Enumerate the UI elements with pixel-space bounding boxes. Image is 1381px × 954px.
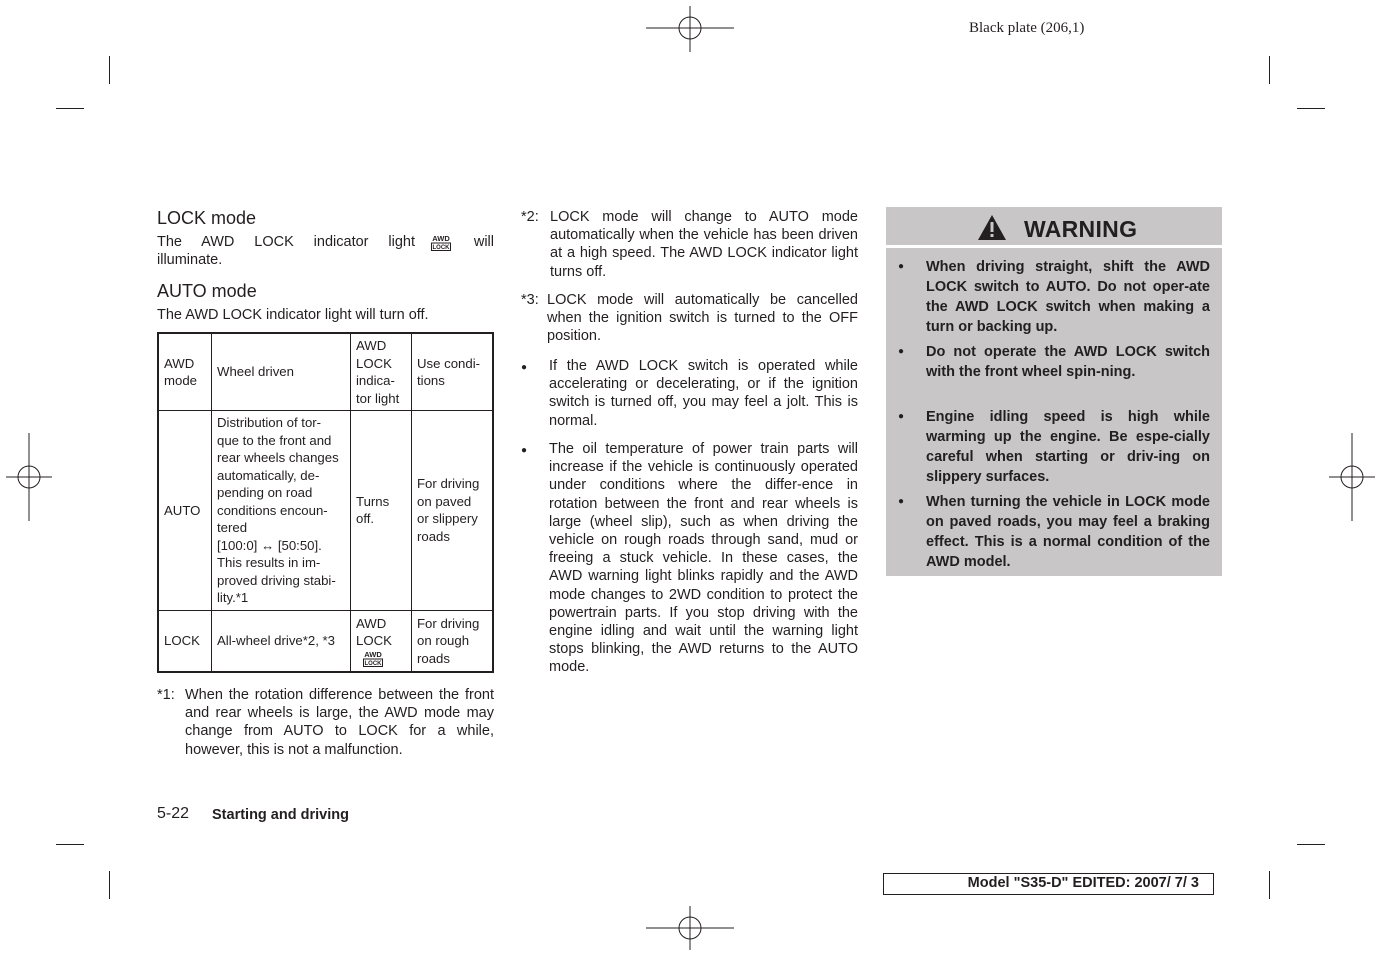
footnote-3-mark: *3: — [521, 292, 539, 308]
warning-box — [886, 207, 1222, 576]
table-cell-indicator-text: AWD LOCK — [356, 615, 392, 648]
auto-mode-heading: AUTO mode — [157, 281, 257, 301]
warning-title: WARNING — [1024, 216, 1138, 242]
footnote-2-mark: *2: — [521, 209, 539, 225]
footnote-1-text: When the rotation difference between the front and rear wheels is large, the AWD mode may change from AUTO to LOCK for a while, however, this is not a malfunction. — [185, 687, 494, 758]
list-item-text: The oil temperature of power train parts will increase if the vehicle is continuously operated under conditions where the differ-ence in rotation between the front and rear wheels is large (wheel slip), such as when driving the vehicle on rough roads through sand, mud or freeing a stuck vehicle. In these cases, the AWD warning light blinks rapidly and the AWD mode changes to 2WD condition to protect the powertrain parts. If you stop driving with the engine idling and wait until the warning light stops blinking, the AWD returns to the AUTO mode. — [549, 441, 858, 676]
lock-mode-text-a: The AWD LOCK indicator light — [157, 234, 415, 250]
warning-item — [898, 407, 1210, 487]
footnote-1-mark: *1: — [157, 687, 175, 703]
table-cell-wheel-driven: All-wheel drive*2, *3 — [212, 610, 351, 672]
lock-mode-text-c: illuminate. — [157, 252, 223, 268]
table-cell-use: For driving on rough roads — [412, 610, 494, 672]
bullet-icon: ● — [521, 362, 528, 373]
footnote-2 — [521, 208, 858, 282]
warning-item-text: Engine idling speed is high while warming up the engine. Be espe-cially careful when starting or driv-ing on slippery surfaces. — [926, 409, 1210, 485]
model-edited-box — [883, 873, 1214, 895]
registration-mark-top — [646, 6, 734, 52]
table-header-wheel-driven: Wheel driven — [212, 333, 351, 411]
plate-label: Black plate (206,1) — [969, 20, 1085, 36]
table-cell-wheel-driven: Distribution of tor- que to the front and rear wheels changes automatically, de- pending on road conditions encoun- tered [100:0] ↔ [50:50]. This results in im- proved driving stabi- lity.*1 — [212, 411, 351, 611]
warning-item-text: When driving straight, shift the AWD LOCK switch to AUTO. Do not oper-ate the AWD LOCK switch when making a turn or backing up. — [926, 259, 1210, 335]
table-row — [158, 610, 493, 672]
warning-item-text: Do not operate the AWD LOCK switch with the front wheel spin-ning. — [926, 344, 1210, 380]
icon-top-text: AWD — [364, 649, 382, 659]
bullet-icon: ● — [898, 346, 905, 357]
awd-lock-indicator-icon — [430, 234, 452, 251]
model-edited-text: Model "S35-D" EDITED: 2007/ 7/ 3 — [967, 875, 1199, 891]
table-cell-use: For driving on paved or slippery roads — [412, 411, 494, 611]
warning-triangle-icon — [977, 214, 1007, 241]
lock-mode-heading: LOCK mode — [157, 208, 257, 228]
list-item — [521, 440, 858, 696]
auto-mode-text: The AWD LOCK indicator light will turn off. — [157, 307, 429, 323]
footnote-3 — [521, 291, 858, 347]
table-header-use: Use condi- tions — [412, 333, 494, 411]
registration-mark-right — [1329, 433, 1375, 521]
table-header-indicator: AWD LOCK indica- tor light — [351, 333, 412, 411]
table-cell-indicator: Turns off. — [351, 411, 412, 611]
table-cell-mode: AUTO — [158, 411, 212, 611]
lock-mode-text-b: will — [473, 234, 494, 250]
icon-bottom-text: LOCK — [432, 245, 450, 251]
icon-top-text: AWD — [432, 234, 450, 243]
footnote-2-text: LOCK mode will change to AUTO mode automatically when the vehicle has been driven at a high speed. The AWD LOCK indicator light turns off. — [550, 209, 858, 280]
registration-mark-left — [6, 433, 52, 521]
warning-item — [898, 492, 1210, 572]
footnote-1 — [157, 686, 494, 760]
table-cell-mode: LOCK — [158, 610, 212, 672]
table-header-mode: AWD mode — [158, 333, 212, 411]
bullet-icon: ● — [898, 496, 905, 507]
table-header-row — [158, 333, 493, 411]
registration-mark-bottom — [646, 906, 734, 950]
warning-item-text: When turning the vehicle in LOCK mode on paved roads, you may feel a braking effect. This is a normal condition of the AWD model. — [926, 494, 1210, 570]
warning-item — [898, 342, 1210, 402]
bullet-icon: ● — [898, 411, 905, 422]
list-item — [521, 357, 858, 431]
footnote-3-text: LOCK mode will automatically be cancelled when the ignition switch is turned to the OFF position. — [547, 292, 858, 345]
table-row — [158, 411, 493, 611]
bullet-icon: ● — [898, 261, 905, 272]
list-item-text: If the AWD LOCK switch is operated while accelerating or decelerating, or if the ignition switch is turned off, you may feel a jolt. This is normal. — [549, 358, 858, 429]
awd-mode-table — [157, 332, 494, 673]
warning-header — [886, 207, 1222, 248]
warning-item — [898, 257, 1210, 337]
icon-bottom-text: LOCK — [364, 660, 382, 667]
awd-lock-indicator-icon — [362, 650, 384, 667]
page-number: 5-22 — [157, 805, 190, 822]
table-cell-indicator — [351, 610, 412, 672]
section-title: Starting and driving — [212, 807, 349, 823]
bullet-icon: ● — [521, 445, 528, 456]
lock-mode-text — [157, 233, 494, 269]
